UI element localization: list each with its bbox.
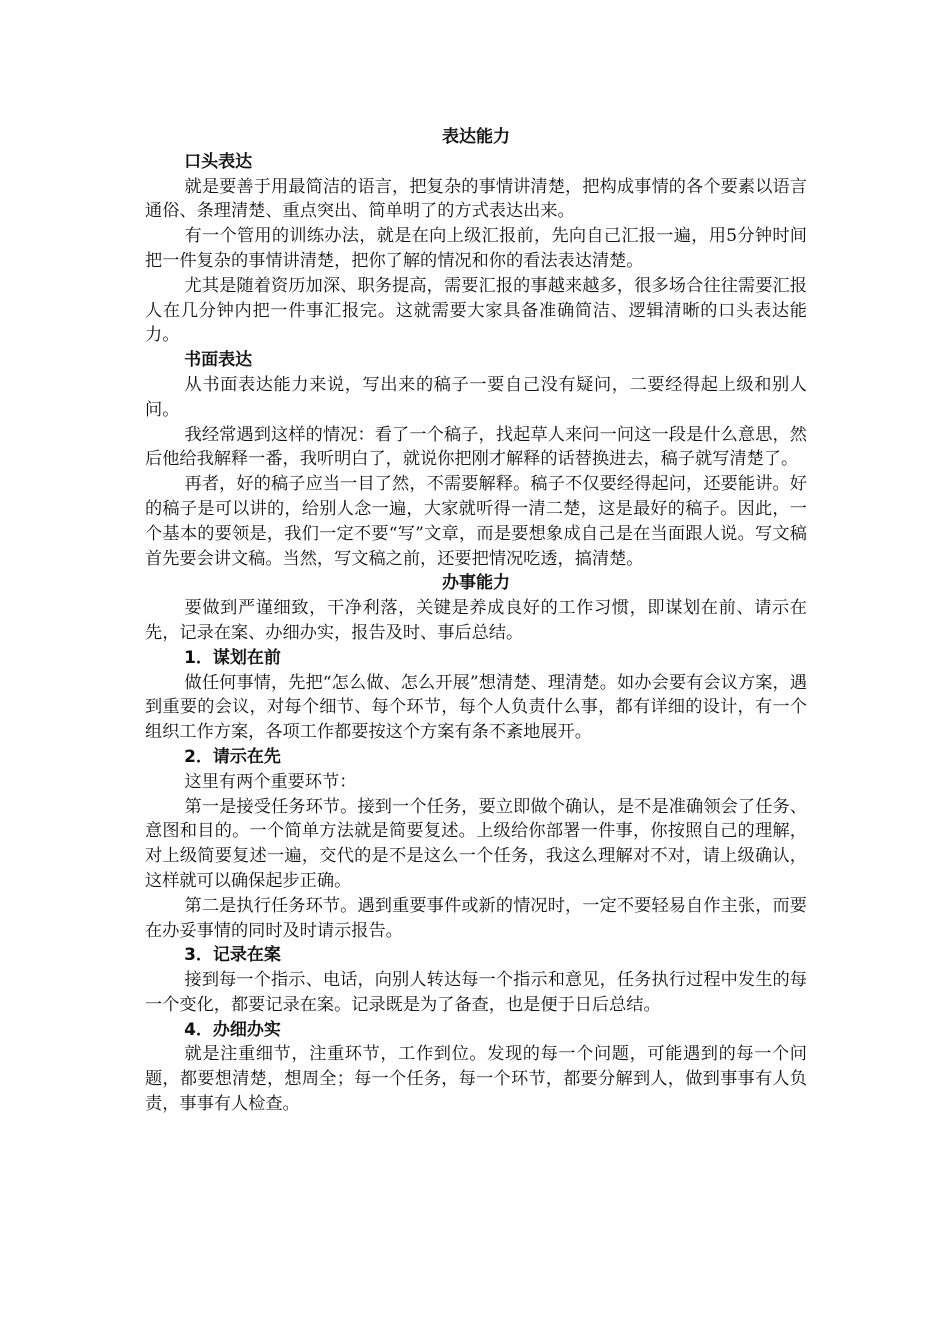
paragraph: 这里有两个重要环节： [184,771,357,792]
subheading-record: 3．记录在案 [184,945,281,966]
subheading-request: 2．请示在先 [184,746,281,767]
paragraph: 尤其是随着资历加深、职务提高，需要汇报的事越来越多，很多场合往往需要汇报人在几分钟内把一件事汇报完。这就需要大家具备准确简洁、逻辑清晰的口头表达能力。 [145,275,807,346]
paragraph: 再者，好的稿子应当一目了然，不需要解释。稿子不仅要经得起问，还要能讲。好的稿子是可以讲的，给别人念一遍，大家就听得一清二楚，这是最好的稿子。因此，一个基本的要领是，我们一定不要“写”文章，而是要想象成自己是在当面跟人说。写文稿首先要会讲文稿。当然，写文稿之前，还要把情况吃透，搞清楚。 [145,474,807,569]
section-title-execution: 办事能力 [442,573,510,594]
paragraph: 就是注重细节，注重环节，工作到位。发现的每一个问题，可能遇到的每一个问题，都要想清楚，想周全；每一个任务，每一个环节，都要分解到人，做到事事有人负责，事事有人检查。 [145,1044,807,1115]
section-title-expression: 表达能力 [442,127,510,147]
subheading-planning: 1．谋划在前 [184,647,281,668]
paragraph: 做任何事情，先把“怎么做、怎么开展”想清楚、理清楚。如办会要有会议方案，遇到重要的会议，对每个细节、每个环节，每个人负责什么事，都有详细的设计，有一个组织工作方案，各项工作都要按这个方案有条不紊地展开。 [145,672,807,743]
paragraph: 接到每一个指示、电话，向别人转达每一个指示和意见，任务执行过程中发生的每一个变化，都要记录在案。记录既是为了备查，也是便于日后总结。 [145,970,807,1015]
paragraph: 第二是执行任务环节。遇到重要事件或新的情况时，一定不要轻易自作主张，而要在办妥事情的同时及时请示报告。 [145,895,807,941]
document-page [145,125,807,1117]
paragraph: 我经常遇到这样的情况：看了一个稿子，找起草人来问一问这一段是什么意思，然后他给我解释一番，我听明白了，就说你把刚才解释的话替换进去，稿子就写清楚了。 [145,424,807,470]
paragraph: 就是要善于用最简洁的语言，把复杂的事情讲清楚，把构成事情的各个要素以语言通俗、条理清楚、重点突出、简单明了的方式表达出来。 [145,176,807,222]
paragraph: 第一是接受任务环节。接到一个任务，要立即做个确认，是不是准确领会了任务、意图和目的。一个简单方法就是简要复述。上级给你部署一件事，你按照自己的理解，对上级简要复述一遍，交代的是不是这么一个任务，我这么理解对不对，请上级确认，这样就可以确保起步正确。 [145,796,807,891]
paragraph: 有一个管用的训练办法，就是在向上级汇报前，先向自己汇报一遍，用5分钟时间把一件复杂的事情讲清楚，把你了解的情况和你的看法表达清楚。 [145,226,807,271]
subheading-detail: 4．办细办实 [184,1019,281,1040]
subheading-oral: 口头表达 [184,151,253,172]
paragraph: 要做到严谨细致，干净利落，关键是养成良好的工作习惯，即谋划在前、请示在先，记录在案、办细办实，报告及时、事后总结。 [145,598,807,643]
paragraph: 从书面表达能力来说，写出来的稿子一要自己没有疑问，二要经得起上级和别人问。 [145,374,807,420]
subheading-written: 书面表达 [184,350,253,371]
